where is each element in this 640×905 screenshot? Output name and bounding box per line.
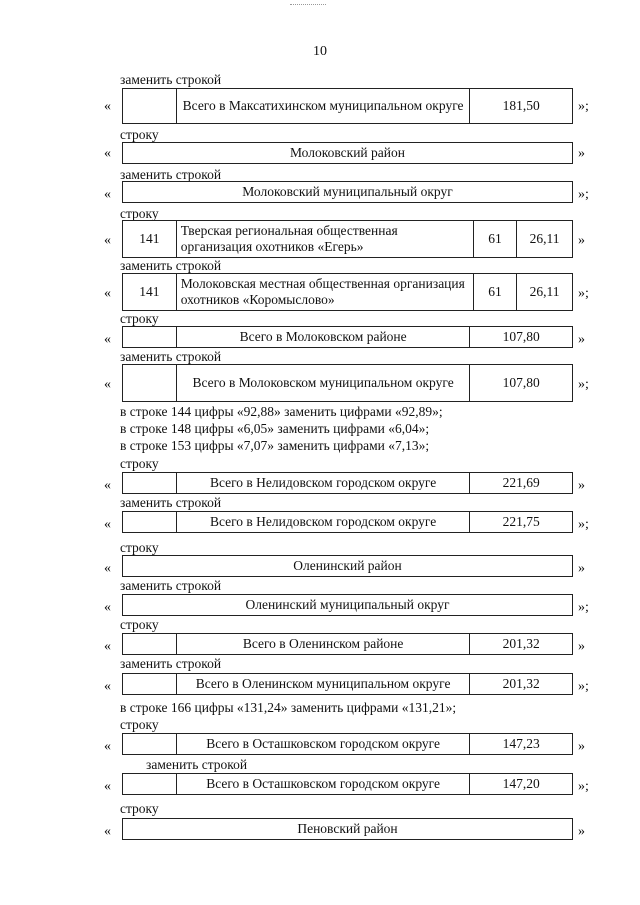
cell-count: 61	[473, 221, 517, 258]
cell-empty	[123, 365, 177, 402]
label-replace-with: заменить строкой	[146, 757, 248, 772]
cell-empty	[123, 512, 177, 533]
table-row	[122, 181, 573, 203]
cell-count: 61	[473, 274, 517, 311]
amendment-line: в строке 144 цифры «92,88» заменить цифрами «92,89»;	[120, 404, 443, 419]
label-row: строку	[120, 311, 159, 326]
amendment-line: в строке 153 цифры «7,07» заменить цифрами «7,13»;	[120, 438, 430, 453]
cell-name: Всего в Нелидовском городском округе	[176, 512, 470, 533]
label-replace-with: заменить строкой	[120, 656, 222, 671]
cell-value: 107,80	[470, 365, 573, 402]
label-replace-with: заменить строкой	[120, 167, 222, 182]
cell-name: Всего в Молоковском районе	[176, 327, 470, 348]
cell-value: 201,32	[470, 674, 573, 695]
open-quote: «	[104, 679, 111, 694]
label-row: строку	[120, 206, 159, 221]
cell-name: Тверская региональная общественная организация охотников «Егерь»	[176, 221, 473, 258]
open-quote: «	[104, 187, 111, 202]
cell-empty	[123, 774, 177, 795]
open-quote: «	[104, 99, 111, 114]
cell-name: Всего в Молоковском муниципальном округе	[176, 365, 470, 402]
close-quote: »	[578, 332, 585, 347]
close-quote: »	[578, 478, 585, 493]
label-row: строку	[120, 540, 159, 555]
cell-name: Пеновский район	[123, 819, 573, 840]
open-quote: «	[104, 377, 111, 392]
close-quote: »	[578, 233, 585, 248]
table-row	[122, 472, 573, 494]
cell-name: Всего в Оленинском муниципальном округе	[176, 674, 470, 695]
label-row: строку	[120, 456, 159, 471]
label-replace-with: заменить строкой	[120, 258, 222, 273]
cell-empty	[123, 674, 177, 695]
page-number: 10	[313, 44, 327, 59]
label-row: строку	[120, 801, 159, 816]
cell-value: 221,75	[470, 512, 573, 533]
open-quote: «	[104, 517, 111, 532]
amendment-line: в строке 148 цифры «6,05» заменить цифрами «6,04»;	[120, 421, 430, 436]
open-quote: «	[104, 478, 111, 493]
table-row	[122, 733, 573, 755]
cell-value: 107,80	[470, 327, 573, 348]
cell-name: Всего в Осташковском городском округе	[176, 734, 470, 755]
open-quote: «	[104, 332, 111, 347]
label-replace-with: заменить строкой	[120, 495, 222, 510]
table-row	[122, 773, 573, 795]
close-quote: »;	[578, 517, 589, 532]
cell-number: 141	[123, 274, 177, 311]
close-quote: »;	[578, 377, 589, 392]
close-quote: »	[578, 739, 585, 754]
close-quote: »;	[578, 286, 589, 301]
table-row	[122, 673, 573, 695]
close-quote: »;	[578, 679, 589, 694]
close-quote: »	[578, 824, 585, 839]
cell-value: 26,11	[517, 221, 573, 258]
close-quote: »;	[578, 779, 589, 794]
cell-value: 26,11	[517, 274, 573, 311]
cell-value: 201,32	[470, 634, 573, 655]
cell-empty	[123, 473, 177, 494]
cell-name: Молоковская местная общественная организация охотников «Коромыслово»	[176, 274, 473, 311]
open-quote: «	[104, 286, 111, 301]
table-row	[122, 555, 573, 577]
amendment-line: в строке 166 цифры «131,24» заменить цифрами «131,21»;	[120, 700, 457, 715]
cell-empty	[123, 89, 177, 124]
cell-name: Всего в Нелидовском городском округе	[176, 473, 470, 494]
open-quote: «	[104, 639, 111, 654]
close-quote: »	[578, 639, 585, 654]
cell-number: 141	[123, 221, 177, 258]
label-replace-with: заменить строкой	[120, 578, 222, 593]
cell-name: Молоковский муниципальный округ	[123, 182, 573, 203]
open-quote: «	[104, 233, 111, 248]
open-quote: «	[104, 739, 111, 754]
table-row	[122, 511, 573, 533]
cell-value: 221,69	[470, 473, 573, 494]
table-row	[122, 273, 573, 311]
table-row	[122, 142, 573, 164]
label-row: строку	[120, 617, 159, 632]
open-quote: «	[104, 824, 111, 839]
table-row	[122, 326, 573, 348]
close-quote: »;	[578, 187, 589, 202]
close-quote: »	[578, 561, 585, 576]
label-row: строку	[120, 127, 159, 142]
cell-name: Оленинский район	[123, 556, 573, 577]
table-row	[122, 818, 573, 840]
table-row	[122, 633, 573, 655]
cell-value: 147,23	[470, 734, 573, 755]
table-row	[122, 88, 573, 124]
close-quote: »;	[578, 600, 589, 615]
open-quote: «	[104, 561, 111, 576]
close-quote: »;	[578, 99, 589, 114]
cell-name: Всего в Осташковском городском округе	[176, 774, 470, 795]
cell-name: Оленинский муниципальный округ	[123, 595, 573, 616]
cell-name: Всего в Максатихинском муниципальном округе	[176, 89, 470, 124]
cell-value: 181,50	[470, 89, 573, 124]
open-quote: «	[104, 146, 111, 161]
table-row	[122, 594, 573, 616]
cell-empty	[123, 327, 177, 348]
table-row	[122, 220, 573, 258]
cell-name: Всего в Оленинском районе	[176, 634, 470, 655]
label-replace-with: заменить строкой	[120, 72, 222, 87]
table-row	[122, 364, 573, 402]
cell-value: 147,20	[470, 774, 573, 795]
cell-name: Молоковский район	[123, 143, 573, 164]
scan-mark	[290, 4, 326, 6]
cell-empty	[123, 634, 177, 655]
open-quote: «	[104, 600, 111, 615]
cell-empty	[123, 734, 177, 755]
open-quote: «	[104, 779, 111, 794]
label-replace-with: заменить строкой	[120, 349, 222, 364]
label-row: строку	[120, 717, 159, 732]
close-quote: »	[578, 146, 585, 161]
